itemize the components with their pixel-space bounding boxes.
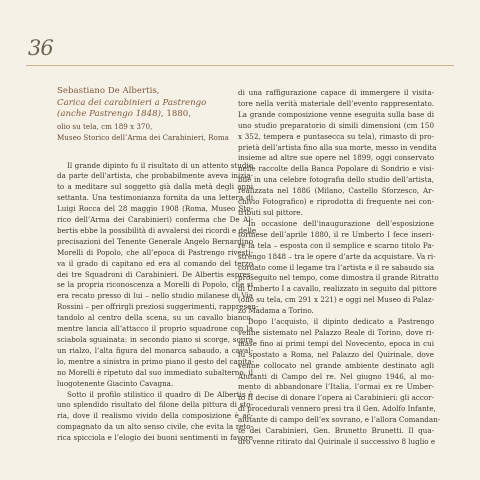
text-line: Morelli di Popolo, che all’epoca di Pastrengo rivesti- bbox=[57, 247, 253, 257]
text-line: re la tela – esposta con il semplice e scarno titolo Pa- bbox=[238, 240, 434, 250]
text-line: x 352, tempera e puntasecca su tela), rimasto di pro- bbox=[238, 131, 434, 141]
text-line: Rossini – per offrirgli preziosi suggerimenti, rappresen- bbox=[57, 302, 259, 312]
caption-technique: olio su tela, cm 189 x 370, bbox=[57, 121, 153, 131]
text-line: cordato come il legame tra l’artista e il re sabaudo sia bbox=[238, 262, 435, 272]
text-line: di Umberto I a cavallo, realizzato in seguito dal pittore bbox=[238, 284, 437, 294]
text-line: era recato presso di lui – nello studio milanese di Via bbox=[57, 291, 253, 301]
text-line: bertis ebbe la possibilità di avvalersi dei ricordi e delle bbox=[57, 225, 257, 235]
text-line: precisazioni del Tenente Generale Angelo Bernardino bbox=[57, 236, 253, 246]
text-line: In occasione dell’inaugurazione dell’esposizione bbox=[248, 218, 434, 228]
paragraph-4 bbox=[238, 218, 439, 317]
caption-year: 1880, bbox=[163, 109, 191, 119]
text-line: to a meditare sul soggetto già dalla metà degli anni bbox=[57, 182, 253, 192]
text-line: bile in una celebre fotografia dello studio dell’artista, bbox=[238, 175, 434, 185]
text-line: strengo 1848 – tra le opere d’arte da acquistare. Va ri- bbox=[238, 251, 436, 261]
text-line: venne collocato nel grande ambiente destinato agli bbox=[238, 360, 434, 370]
paragraph-1 bbox=[57, 160, 259, 390]
text-line: tandolo al centro della scena, su un cavallo bianco, bbox=[57, 313, 253, 323]
text-line: lo, mentre a sinistra in primo piano il gesto del capita- bbox=[57, 356, 255, 366]
paragraph-5 bbox=[238, 317, 441, 448]
text-line: insieme ad altre sue opere nel 1899, oggi conservato bbox=[238, 153, 434, 163]
text-line: chivio Fotografico) e riprodotta di frequente nei con- bbox=[238, 197, 434, 207]
header-rule bbox=[26, 65, 454, 66]
text-line: Il grande dipinto fu il risultato di un attento studio bbox=[67, 160, 253, 170]
text-line: dro venne ritirato dal Quirinale il successivo 8 luglio e bbox=[238, 437, 436, 446]
text-line: uno splendido risultato del filone della pittura di sto- bbox=[57, 400, 253, 410]
text-line: mentre lancia all’attacco il proprio squadrone con la bbox=[57, 324, 253, 334]
text-line: proseguito nel tempo, come dimostra il grande Ritratto bbox=[238, 273, 439, 283]
text-line: no Morelli è ripetuto dal suo immediato subalterno, il bbox=[57, 367, 253, 377]
text-line: Luigi Rocca del 28 maggio 1908 (Roma, Museo Sto- bbox=[57, 204, 253, 214]
text-line: mento di abbandonare l’Italia, l’ormai ex re Umber- bbox=[238, 382, 434, 392]
text-line: realizzata nel 1886 (Milano, Castello Sforzesco, Ar- bbox=[238, 186, 434, 196]
text-line: zo Madama a Torino. bbox=[238, 306, 314, 316]
text-line: venne sistemato nel Palazzo Reale di Torino, dove ri- bbox=[238, 327, 434, 337]
text-line: mase fino ai primi tempi del Novecento, epoca in cui bbox=[238, 338, 434, 348]
text-line: ria, dove il realismo vivido della composizione è ac- bbox=[57, 411, 253, 421]
text-line: settanta. Una testimonianza fornita da una lettera di bbox=[57, 193, 253, 203]
paragraph-2 bbox=[57, 390, 253, 445]
paragraph-3 bbox=[238, 88, 437, 219]
left-column bbox=[57, 86, 259, 444]
text-line: un rialzo, l’alta figura del monarca sabaudo, a caval- bbox=[57, 345, 253, 355]
text-line: tore nella verità materiale dell’evento rappresentato. bbox=[238, 98, 434, 108]
text-line: tributi sul pittore. bbox=[238, 207, 303, 217]
text-line: rico dell’Arma dei Carabinieri) conferma che De Al- bbox=[57, 215, 253, 225]
text-line: Dopo l’acquisto, il dipinto dedicato a Pastrengo bbox=[248, 317, 434, 327]
text-line: to II decise di donare l’opera ai Carabinieri: gli accor- bbox=[238, 393, 434, 403]
caption-subtitle-line bbox=[57, 109, 253, 121]
text-line: te dei Carabinieri, Gen. Brunetto Brunetti. Il qua- bbox=[238, 426, 434, 436]
caption-author: Sebastiano De Albertis, bbox=[57, 86, 160, 96]
text-line: nelle raccolte della Banca Popolare di Sondrio e visi- bbox=[238, 164, 434, 174]
text-line: di procedurali vennero presi tra il Gen. Adolfo Infante, bbox=[238, 404, 436, 414]
text-line: Sotto il profilo stilistico il quadro di De Albertis è bbox=[67, 389, 253, 399]
text-line: luogotenente Giacinto Cavagna. bbox=[57, 378, 174, 388]
text-line: uno studio preparatorio di simili dimensioni (cm 150 bbox=[238, 120, 434, 130]
text-line: (olio su tela, cm 291 x 221) e oggi nel Museo di Palaz- bbox=[238, 295, 434, 305]
text-line: La grande composizione venne eseguita sulla base di bbox=[238, 109, 434, 119]
text-line: se la propria riconoscenza a Morelli di Popolo, che si bbox=[57, 280, 253, 290]
text-line: dei tre Squadroni di Carabinieri. De Albertis espres- bbox=[57, 269, 253, 279]
text-line: da parte dell’artista, che probabilmente aveva inizia- bbox=[57, 171, 253, 181]
caption-location: Museo Storico dell’Arma dei Carabinieri, Roma bbox=[57, 132, 229, 142]
text-line: rica spicciola e l’elogio dei buoni sentimenti in favore bbox=[57, 433, 253, 443]
caption-title: Carica dei carabinieri a Pastrengo bbox=[57, 97, 207, 108]
text-line: compagnato da un alto senso civile, che evita la reto- bbox=[57, 422, 253, 432]
text-line: va il grado di capitano ed era al comando del terzo bbox=[57, 258, 253, 268]
text-line: sciabola sguainata: in secondo piano si scorge, sopra bbox=[57, 335, 253, 344]
text-line: Aiutanti di Campo del re. Nel giugno 1946, al mo- bbox=[238, 371, 434, 381]
text-line: prietà dell’artista fino alla sua morte, messo in vendita bbox=[238, 142, 437, 152]
page-number: 36 bbox=[28, 36, 53, 60]
text-line: fu spostato a Roma, nel Palazzo del Quirinale, dove bbox=[238, 349, 434, 359]
text-line: aiutante di campo dell’ex sovrano, e l’allora Comandan- bbox=[238, 415, 441, 425]
caption-subtitle: (anche Pastrengo 1848), bbox=[57, 109, 164, 119]
figure-caption bbox=[57, 86, 253, 143]
text-line: di una raffigurazione capace di immergere il visita- bbox=[238, 88, 434, 97]
text-line: torinese dell’aprile 1880, il re Umberto I fece inseri- bbox=[238, 229, 434, 239]
right-column bbox=[238, 88, 441, 448]
